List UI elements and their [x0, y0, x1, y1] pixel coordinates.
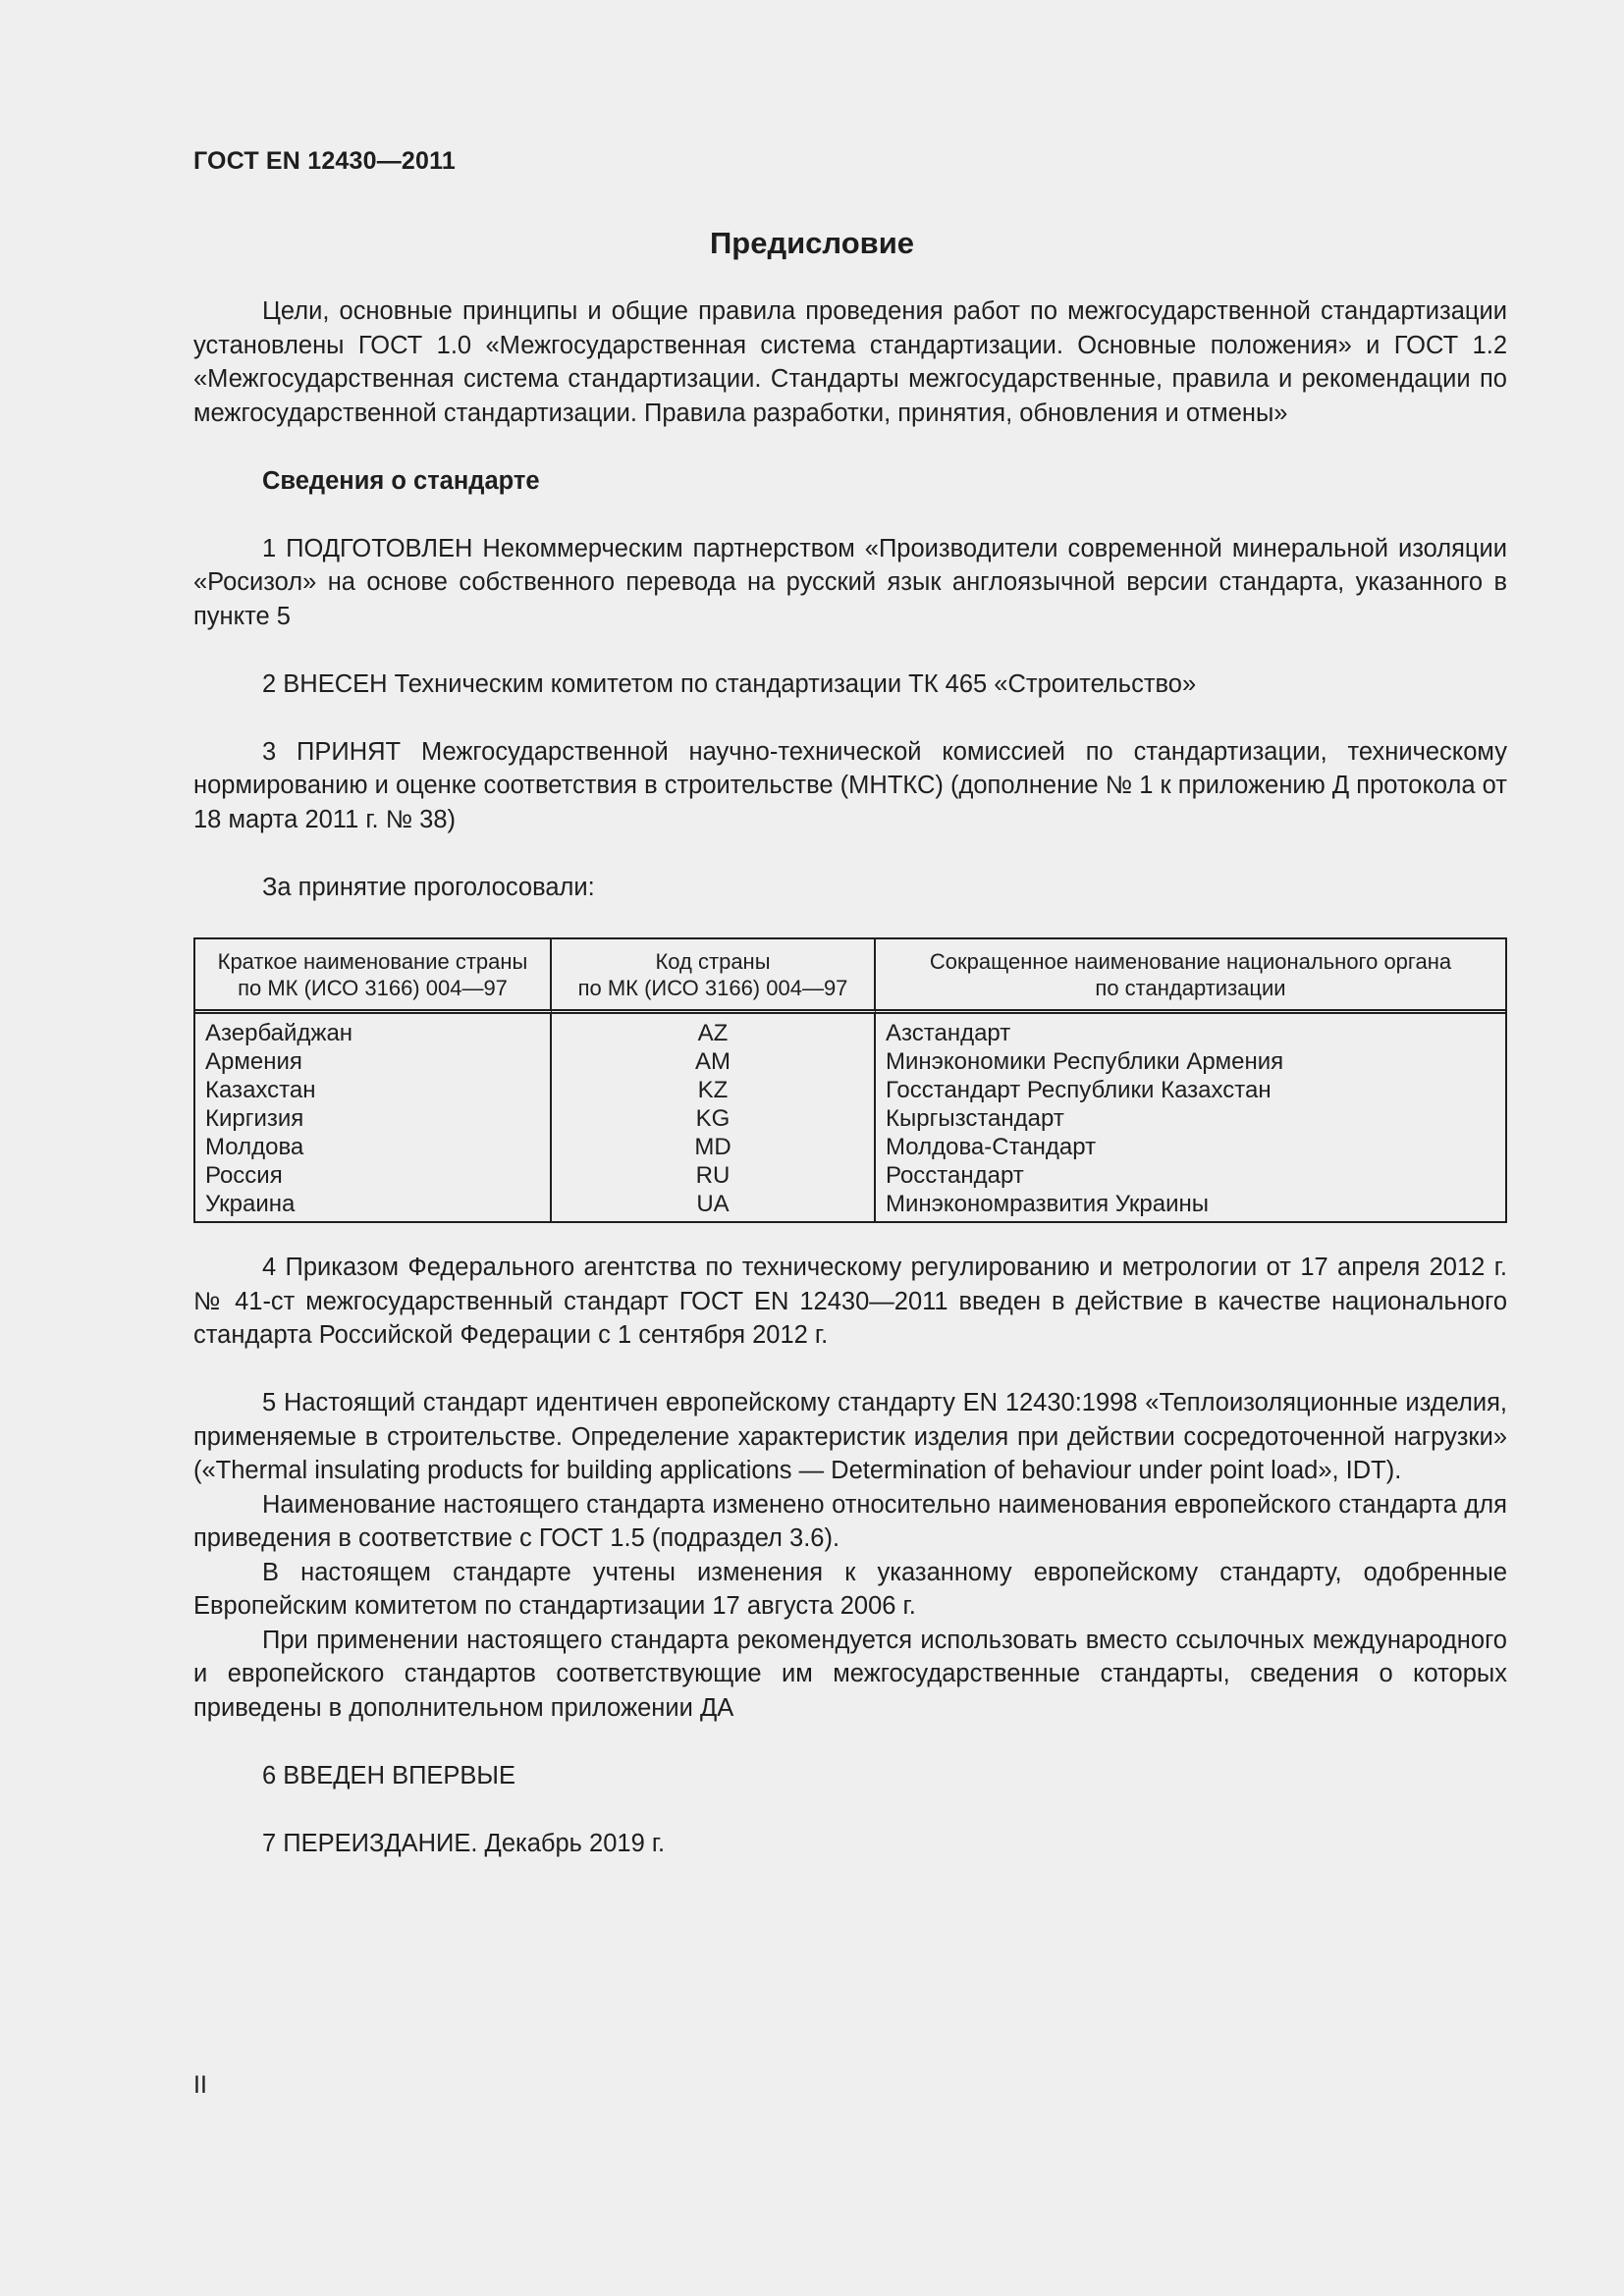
foreword-body: [193, 294, 1507, 1860]
table-row: [195, 1076, 1505, 1104]
header-country-code-line1: Код страны: [655, 949, 771, 974]
country-cell: Киргизия: [195, 1104, 552, 1133]
voting-countries-table: [193, 937, 1507, 1223]
item-4-order: 4 Приказом Федерального агентства по техническому регулированию и метрологии от 17 апреля 2012 г. № 41-ст межгосударственный стандарт ГОСТ EN 12430—2011 введен в действие в качестве национального стандарта Российской Федерации с 1 сентября 2012 г.: [193, 1254, 1507, 1349]
item-1-prepared: 1 ПОДГОТОВЛЕН Некоммерческим партнерством «Производители современной минеральной изоляции «Росизол» на основе собственного перевода на русский язык англоязычной версии стандарта, указанного в пункте 5: [193, 534, 1507, 630]
country-cell: Россия: [195, 1161, 552, 1190]
body-cell: Госстандарт Республики Казахстан: [886, 1077, 1272, 1103]
header-country-name-line2: по МК (ИСО 3166) 004—97: [238, 976, 508, 1000]
table-row: [195, 1014, 1505, 1047]
body-cell: Молдова-Стандарт: [886, 1134, 1097, 1160]
code-cell: AM: [552, 1047, 876, 1076]
code-cell: RU: [552, 1161, 876, 1190]
body-cell: Минэкономики Республики Армения: [886, 1048, 1284, 1075]
code-cell: KZ: [552, 1076, 876, 1104]
body-cell: Кыргызстандарт: [886, 1105, 1064, 1132]
standard-code-header: ГОСТ EN 12430—2011: [193, 147, 456, 175]
page-number: II: [193, 2071, 207, 2099]
page-title: Предисловие: [709, 226, 914, 260]
code-cell: AZ: [552, 1014, 876, 1047]
item-5-identical: 5 Настоящий стандарт идентичен европейскому стандарту EN 12430:1998 «Теплоизоляционные изделия, применяемые в строительстве. Определение характеристик изделия при действии сосредоточенной нагрузки» («Thermal insulating products for building applications — Determination of behaviour under point load», IDT).: [193, 1389, 1507, 1484]
table-row: [195, 1190, 1505, 1221]
header-country-name: [195, 939, 552, 1014]
table-row: [195, 1047, 1505, 1076]
section-subheading: Сведения о стандарте: [262, 466, 540, 495]
item-3-adopted: 3 ПРИНЯТ Межгосударственной научно-технической комиссией по стандартизации, техническому нормированию и оценке соответствия в строительстве (МНТКС) (дополнение № 1 к приложению Д протокола от 18 марта 2011 г. № 38): [193, 737, 1507, 833]
header-national-body-line1: Сокращенное наименование национального органа: [929, 949, 1452, 974]
table-row: [195, 1133, 1505, 1161]
item-5-amendments: В настоящем стандарте учтены изменения к указанному европейскому стандарту, одобренные Европейским комитетом по стандартизации 17 августа 2006 г.: [193, 1558, 1507, 1620]
table-header-row: [195, 939, 1505, 1014]
header-national-body-line2: по стандартизации: [1095, 976, 1286, 1000]
table-row: [195, 1104, 1505, 1133]
country-cell: Украина: [195, 1190, 552, 1221]
country-cell: Армения: [195, 1047, 552, 1076]
table-row: [195, 1161, 1505, 1190]
code-cell: KG: [552, 1104, 876, 1133]
header-country-code-line2: по МК (ИСО 3166) 004—97: [577, 976, 848, 1000]
item-6-first-introduced: 6 ВВЕДЕН ВПЕРВЫЕ: [262, 1761, 516, 1789]
item-5-name-change: Наименование настоящего стандарта изменено относительно наименования европейского стандарта для приведения в соответствие с ГОСТ 1.5 (подраздел 3.6).: [193, 1490, 1507, 1552]
country-cell: Азербайджан: [195, 1014, 552, 1047]
body-cell: Росстандарт: [886, 1162, 1024, 1189]
country-cell: Молдова: [195, 1133, 552, 1161]
code-cell: UA: [552, 1190, 876, 1221]
country-cell: Казахстан: [195, 1076, 552, 1104]
header-country-code: [552, 939, 876, 1014]
header-country-name-line1: Краткое наименование страны: [217, 949, 528, 974]
item-7-reissue: 7 ПЕРЕИЗДАНИЕ. Декабрь 2019 г.: [262, 1829, 666, 1857]
voted-label: За принятие проголосовали:: [262, 873, 595, 901]
body-cell: Минэкономразвития Украины: [886, 1191, 1210, 1217]
item-5-references: При применении настоящего стандарта рекомендуется использовать вместо ссылочных международного и европейского стандартов соответствующие им межгосударственные стандарты, сведения о которых приведены в дополнительном приложении ДА: [193, 1626, 1507, 1722]
code-cell: MD: [552, 1133, 876, 1161]
header-national-body: [876, 939, 1505, 1014]
body-cell: Азстандарт: [886, 1020, 1011, 1046]
intro-paragraph: Цели, основные принципы и общие правила проведения работ по межгосударственной стандартизации установлены ГОСТ 1.0 «Межгосударственная система стандартизации. Основные положения» и ГОСТ 1.2 «Межгосударственная система стандартизации. Стандарты межгосударственные, правила и рекомендации по межгосударственной стандартизации. Правила разработки, принятия, обновления и отмены»: [193, 297, 1507, 427]
item-2-introduced: 2 ВНЕСЕН Техническим комитетом по стандартизации ТК 465 «Строительство»: [262, 669, 1197, 698]
